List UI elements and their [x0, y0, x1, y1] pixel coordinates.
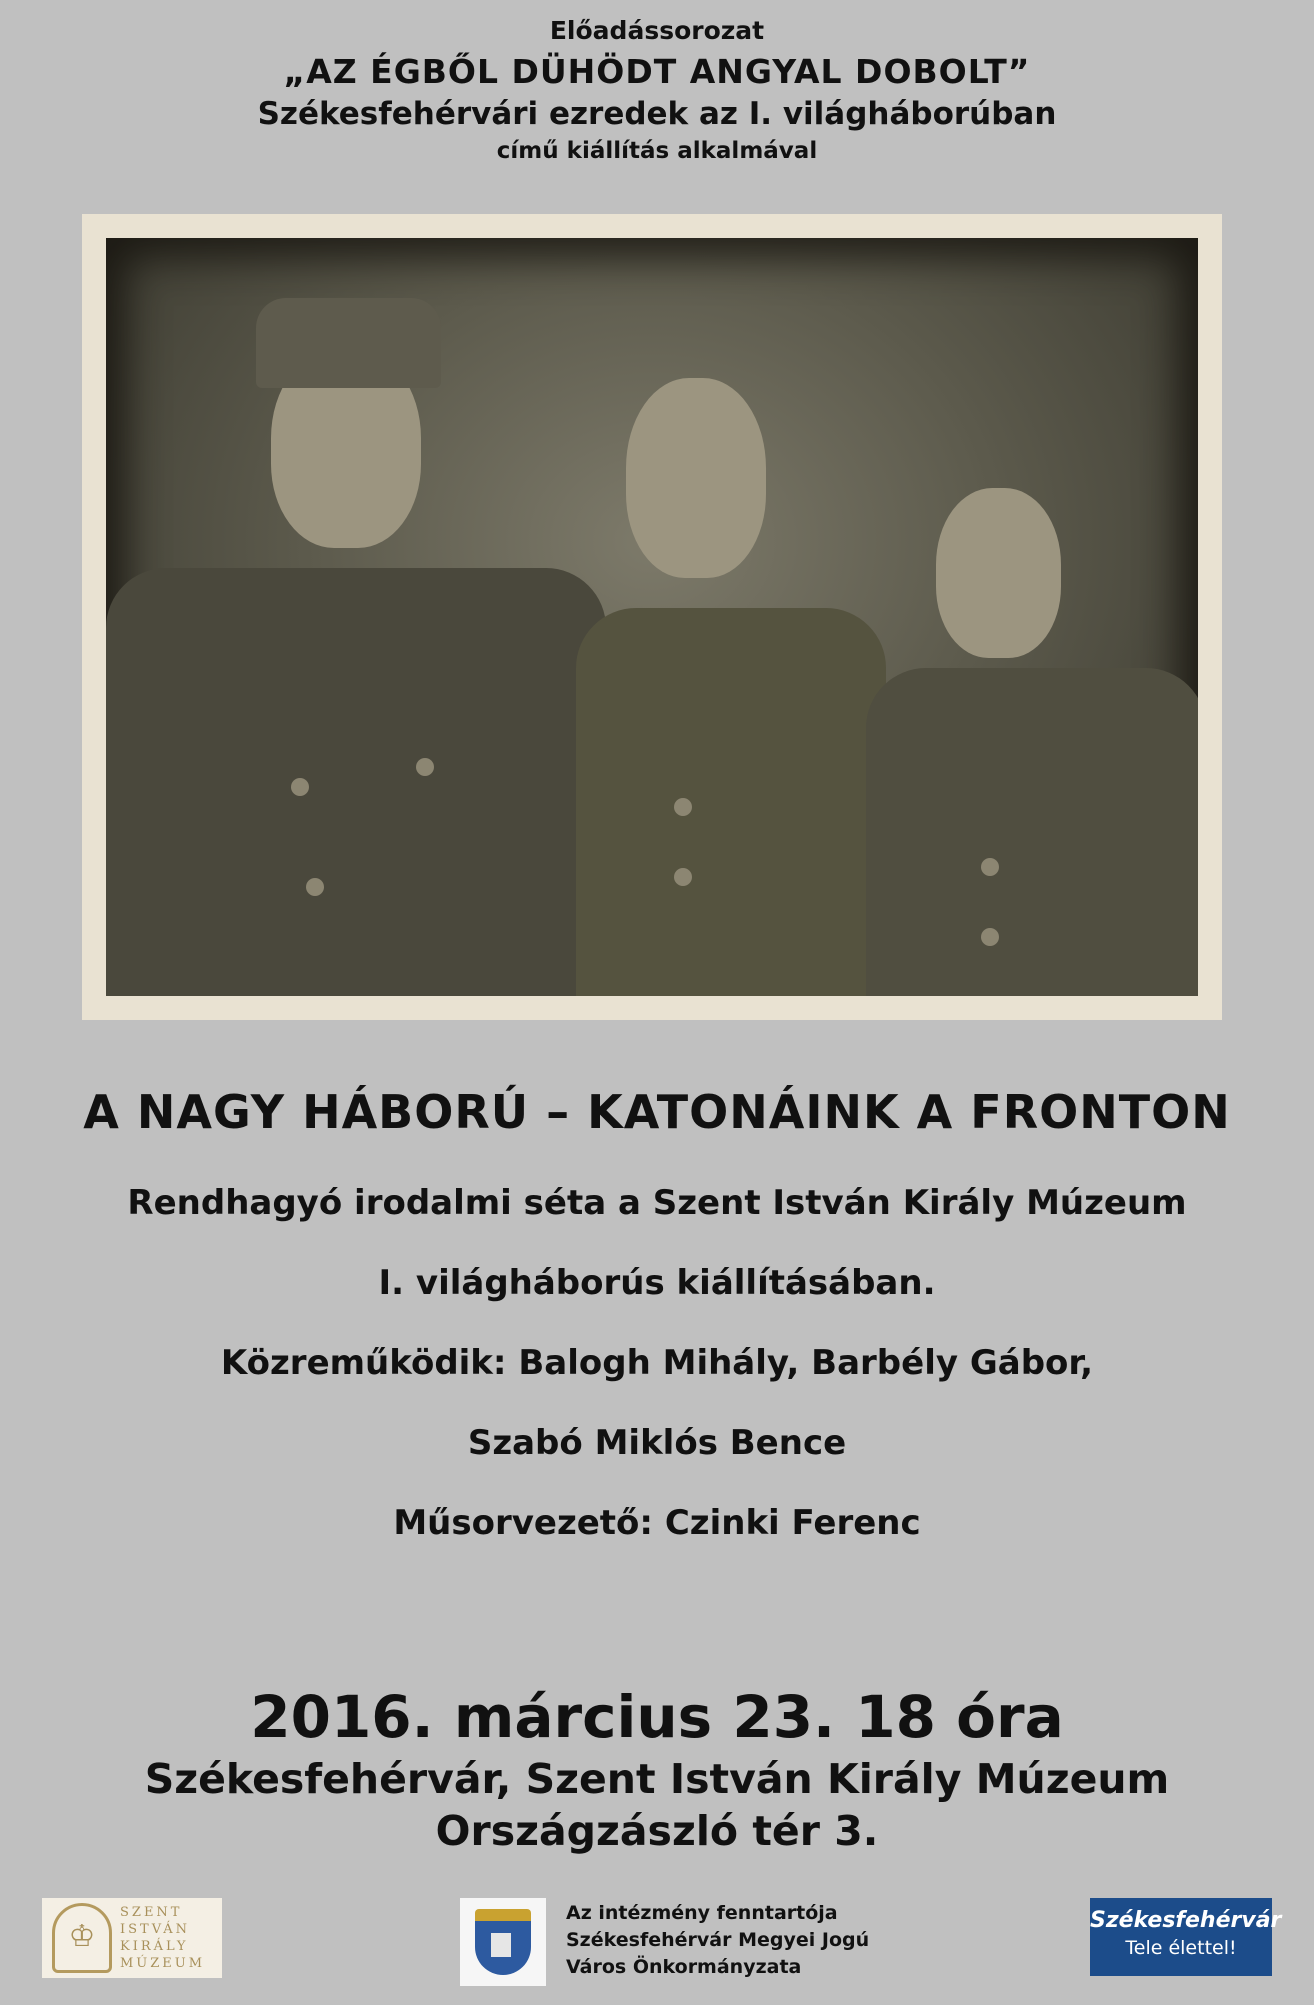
event-date: 2016. március 23. 18 óra: [250, 1683, 1064, 1751]
series-label: Előadássorozat: [549, 16, 765, 45]
performers-1: Közreműködik: Balogh Mihály, Barbély Gábor,: [220, 1343, 1094, 1383]
photo-frame: [82, 214, 1222, 1020]
museum-emblem-icon: ♔: [52, 1903, 112, 1973]
museum-logo-text: SZENT ISTVÁN KIRÁLY MÚZEUM: [120, 1905, 206, 1971]
event-description-1: Rendhagyó irodalmi séta a Szent István Király Múzeum: [127, 1183, 1187, 1223]
performers-2: Szabó Miklós Bence: [467, 1423, 847, 1463]
maintainer-text: Az intézmény fenntartója Székesfehérvár Megyei Jogú Város Önkormányzata: [566, 1902, 870, 1978]
exhibition-occasion: című kiállítás alkalmával: [496, 138, 818, 164]
city-crest-logo: [460, 1898, 546, 1986]
event-address: Országzászló tér 3.: [435, 1807, 879, 1855]
host: Műsorvezető: Czinki Ferenc: [393, 1503, 921, 1543]
soldiers-photo: [106, 238, 1198, 996]
city-logo-slogan: Tele élettel!: [1125, 1937, 1237, 1959]
exhibition-subtitle: Székesfehérvári ezredek az I. világháborúban: [257, 96, 1057, 132]
event-description-2: I. világháborús kiállításában.: [378, 1263, 936, 1303]
event-title: A NAGY HÁBORÚ – KATONÁINK A FRONTON: [83, 1085, 1231, 1139]
exhibition-title: „AZ ÉGBŐL DÜHÖDT ANGYAL DOBOLT”: [283, 52, 1031, 91]
city-logo: [1090, 1898, 1282, 1976]
museum-logo: [42, 1898, 222, 1978]
city-crest-icon: [475, 1909, 531, 1975]
event-venue: Székesfehérvár, Szent István Király Múzeum: [144, 1755, 1170, 1803]
city-logo-name: Székesfehérvár: [1090, 1908, 1282, 1933]
